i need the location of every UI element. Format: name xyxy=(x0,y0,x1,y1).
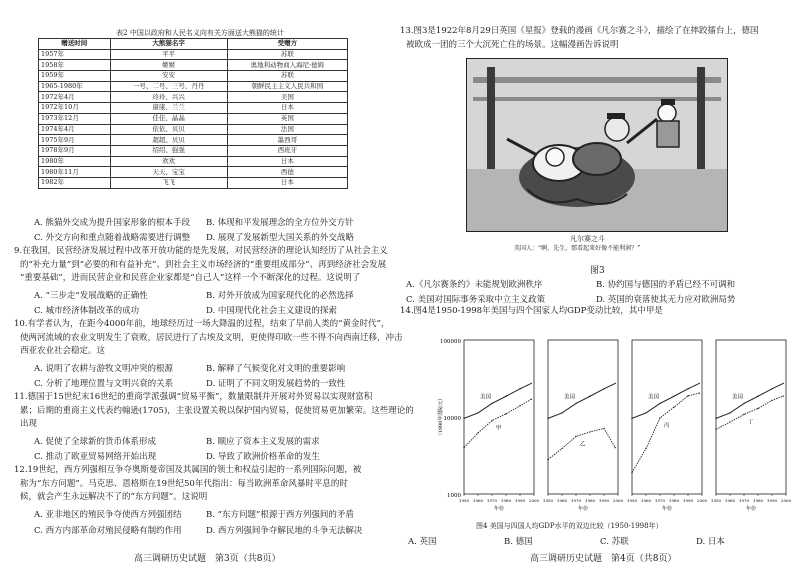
q14-option-a[interactable]: A. 英国 xyxy=(408,537,437,547)
question-line: 称为“东方问题”。马克思、恩格斯在19世纪50年代指出：每当欧洲革命风暴时平息的时 xyxy=(20,478,348,489)
data-point xyxy=(687,388,688,389)
data-point xyxy=(645,412,646,413)
data-point xyxy=(505,413,506,414)
left-page xyxy=(14,0,414,586)
table-cell: 1974年4月 xyxy=(39,124,111,135)
table-cell: 天天、宝宝 xyxy=(110,167,227,178)
table-cell: 1958年 xyxy=(39,60,111,71)
q11-option-d[interactable]: D. 导致了欧洲价格革命的发生 xyxy=(206,452,320,462)
panel-frame xyxy=(464,340,534,494)
table-cell: 英国 xyxy=(227,113,347,124)
question-line: 累；后期的重商主义代表约翰逊(1705)，主张设置关税以保护国内贸易，促使贸易更加繁荣。这些理论的 xyxy=(20,405,414,416)
series-line xyxy=(716,383,783,418)
table-cell: 1980年11月 xyxy=(39,167,111,178)
right-page xyxy=(400,0,792,586)
y-tick-label: 100000 xyxy=(440,339,461,345)
data-point xyxy=(729,421,730,422)
table-cell: 绍绍、强强 xyxy=(110,145,227,156)
table-cell: 1972年10月 xyxy=(39,103,111,114)
x-tick-label: 1970 xyxy=(570,498,582,503)
question-line: 12.19世纪，西方列强相互争夺奥斯曼帝国及其属国的领土和权益引起的一系列国际问题，被 xyxy=(14,465,362,475)
data-point xyxy=(519,388,520,389)
data-point xyxy=(575,403,576,404)
x-tick-label: 1990 xyxy=(514,498,526,503)
q10-option-d[interactable]: D. 证明了不同文明发展趋势的一致性 xyxy=(206,379,346,389)
table-row xyxy=(39,49,348,60)
x-tick-label: 1950 xyxy=(458,498,470,503)
q14-option-b[interactable]: B. 德国 xyxy=(504,537,533,547)
x-tick-label: 1990 xyxy=(682,498,694,503)
x-tick-label: 1970 xyxy=(486,498,498,503)
table-cell: 姬姬 xyxy=(110,60,227,71)
data-point xyxy=(687,395,688,396)
series-label: 美国 xyxy=(480,394,492,401)
table-cell: 1957年 xyxy=(39,49,111,60)
table-row xyxy=(39,113,348,124)
q8-option-b[interactable]: B. 体现和平发展理念的全方位外交方针 xyxy=(206,218,354,228)
data-point xyxy=(531,383,532,384)
question-line: 10.有学者认为，在距今4000年前，地球经历过一场大降温的过程，结束了早前人类的“黄金时代”， xyxy=(14,319,390,329)
x-tick-label: 2000 xyxy=(780,498,792,503)
data-point xyxy=(491,420,492,421)
question-11 xyxy=(14,391,414,432)
data-point xyxy=(463,447,464,448)
table-cell: 美国 xyxy=(227,92,347,103)
x-tick-label: 1960 xyxy=(640,498,652,503)
table-row xyxy=(39,71,348,82)
x-tick-label: 1990 xyxy=(766,498,778,503)
question-10 xyxy=(14,318,403,359)
question-line: 候，就会产生永远解决不了的“东方问题”。这说明 xyxy=(20,492,208,502)
q10-option-b[interactable]: B. 解释了气候变化对文明的重要影响 xyxy=(206,364,346,374)
panda-table xyxy=(38,38,348,189)
q9-option-a[interactable]: A. “三步走”发展战略的正确性 xyxy=(34,291,148,301)
table-cell: 日本 xyxy=(227,103,347,114)
q12-option-c[interactable]: C. 西方内部革命对殖民侵略有制约作用 xyxy=(34,526,182,536)
data-point xyxy=(659,403,660,404)
data-point xyxy=(561,448,562,449)
question-13 xyxy=(400,25,786,52)
x-tick-label: 1970 xyxy=(654,498,666,503)
series-line xyxy=(548,383,615,418)
data-point xyxy=(589,431,590,432)
x-tick-label: 1960 xyxy=(472,498,484,503)
table-row xyxy=(39,92,348,103)
data-point xyxy=(659,417,660,418)
table-cell: 玲玲、兴兴 xyxy=(110,92,227,103)
table-cell: 苏联 xyxy=(227,71,347,82)
q9-option-b[interactable]: B. 对外开放成为国家现代化的必然选择 xyxy=(206,291,354,301)
data-point xyxy=(547,418,548,419)
question-line: 的“补充力量”到“必要的和有益补充”、到社会主义市场经济的“重要组成部分”、再到经济社会发展 xyxy=(20,259,387,270)
q9-option-c[interactable]: C. 城市经济体制改革的成功 xyxy=(34,306,140,316)
data-point xyxy=(519,405,520,406)
page-footer: 高三调研历史试题 第3页（共8页） xyxy=(134,554,281,564)
q13-option-c[interactable]: C. 美国对国际事务采取中立主义政策 xyxy=(406,295,546,305)
x-tick-label: 1950 xyxy=(626,498,638,503)
q12-option-d[interactable]: D. 西方列强间争夺解民地的斗争无法解决 xyxy=(206,526,363,536)
table-header: 大熊猫名字 xyxy=(110,39,227,50)
data-point xyxy=(477,432,478,433)
table-cell: 1972年4月 xyxy=(39,92,111,103)
question-line: 使两河流域的农业文明发生了衰败，居民进行了古埃及文明，更使得印欧一些不得不向西南迁移，冲击 xyxy=(20,332,403,343)
table-cell: 1982年 xyxy=(39,177,111,188)
y-tick-label: 1000 xyxy=(447,493,461,499)
table-cell: 安安 xyxy=(110,71,227,82)
table-cell: 佳佳、晶晶 xyxy=(110,113,227,124)
data-point xyxy=(699,383,700,384)
series-line xyxy=(632,393,699,472)
y-axis-label: （1990年国际元） xyxy=(438,395,444,439)
data-point xyxy=(477,412,478,413)
x-axis-label: 年份 xyxy=(745,506,757,512)
data-point xyxy=(783,383,784,384)
table-cell: 1975年9月 xyxy=(39,135,111,146)
x-tick-label: 1980 xyxy=(500,498,512,503)
q8-option-d[interactable]: D. 展现了发展新型大国关系的外交战略 xyxy=(206,233,354,243)
table-cell: 日本 xyxy=(227,177,347,188)
table-cell: 飞飞 xyxy=(110,177,227,188)
question-line: 出现 xyxy=(20,419,38,429)
x-tick-label: 1950 xyxy=(542,498,554,503)
wrestling-cartoon-illustration xyxy=(467,59,727,231)
question-line: 14.图4是1950-1998年美国与四个国家人均GDP变动比较，其中甲是 xyxy=(400,306,663,316)
x-tick-label: 1960 xyxy=(724,498,736,503)
table-row xyxy=(39,81,348,92)
series-label: 丙 xyxy=(664,423,670,430)
series-label: 美国 xyxy=(564,394,576,401)
q14-option-d[interactable]: D. 日本 xyxy=(696,537,725,547)
table-cell: 超超、贝贝 xyxy=(110,135,227,146)
q10-option-c[interactable]: C. 分析了地理位置与文明兴衰的关系 xyxy=(34,379,174,389)
question-12 xyxy=(14,464,386,505)
table-cell: 平平 xyxy=(110,49,227,60)
q11-option-c[interactable]: C. 推动了欧亚贸易网络开始出现 xyxy=(34,452,157,462)
data-point xyxy=(463,418,464,419)
table-cell: 朝鲜民主主义人民共和国 xyxy=(227,81,347,92)
table-cell: 依依、贝贝 xyxy=(110,124,227,135)
q11-option-b[interactable]: B. 顺应了资本主义发展的需求 xyxy=(206,437,320,447)
x-tick-label: 2000 xyxy=(612,498,624,503)
question-line: “重要基础”，进而民营企业和民营企业家都是“自己人”这样一个不断深化的过程。这说明了 xyxy=(20,273,361,283)
panel-frame xyxy=(716,340,786,494)
table-title: 表2 中国以政府和人民名义向有关方面送大熊猫的统计 xyxy=(116,29,284,37)
data-point xyxy=(631,418,632,419)
question-line: 13.图3是1922年8月29日英国《星报》登载的漫画《凡尔赛之斗》，描绘了在摔跤擂台上，德国 xyxy=(400,26,759,36)
panel-frame xyxy=(548,340,618,494)
x-axis-label: 年份 xyxy=(493,506,505,512)
x-tick-label: 1950 xyxy=(710,498,722,503)
table-cell: 1973年12月 xyxy=(39,113,111,124)
table-cell: 苏联 xyxy=(227,49,347,60)
table-cell: 西班牙 xyxy=(227,145,347,156)
series-label: 美国 xyxy=(732,394,744,401)
x-tick-label: 1990 xyxy=(598,498,610,503)
question-line: 11.德国于15世纪末16世纪的重商学派强调“贸易平衡”，数量限制并开展对外贸易以实现财富积 xyxy=(14,392,373,402)
x-axis-label: 年份 xyxy=(661,506,673,512)
panel-frame xyxy=(632,340,702,494)
table-cell: 1965-1980年 xyxy=(39,81,111,92)
x-axis-label: 年份 xyxy=(577,506,589,512)
table-row xyxy=(39,145,348,156)
data-point xyxy=(771,388,772,389)
data-point xyxy=(783,395,784,396)
data-point xyxy=(615,447,616,448)
series-label: 甲 xyxy=(496,425,502,432)
page-footer: 高三调研历史试题 第4页（共8页） xyxy=(530,554,677,564)
cartoon-caption: 凡尔赛之斗 xyxy=(570,235,605,243)
x-tick-label: 2000 xyxy=(696,498,708,503)
x-tick-label: 1960 xyxy=(556,498,568,503)
table-cell: 1959年 xyxy=(39,71,111,82)
data-point xyxy=(603,428,604,429)
data-point xyxy=(699,392,700,393)
table-header-row xyxy=(39,39,348,50)
data-point xyxy=(615,383,616,384)
data-point xyxy=(645,448,646,449)
q11-option-a[interactable]: A. 促使了全球新的货币体系形成 xyxy=(34,437,157,447)
question-9 xyxy=(14,245,386,286)
table-row xyxy=(39,103,348,114)
table-row xyxy=(39,60,348,71)
table-cell: 日本 xyxy=(227,156,347,167)
table-row xyxy=(39,177,348,188)
table-header: 受赠方 xyxy=(227,39,347,50)
table-cell: 奥地利动物商人海尼·德姆 xyxy=(227,60,347,71)
table-cell: 1980年 xyxy=(39,156,111,167)
series-line xyxy=(464,383,531,418)
data-point xyxy=(603,388,604,389)
data-point xyxy=(715,429,716,430)
x-tick-label: 2000 xyxy=(528,498,540,503)
question-line: 西亚农业社会稳定。这 xyxy=(20,346,106,356)
data-point xyxy=(631,472,632,473)
series-label: 丁 xyxy=(748,419,754,426)
table-row xyxy=(39,156,348,167)
data-point xyxy=(505,396,506,397)
q9-option-d[interactable]: D. 中国现代化社会主义建设的探索 xyxy=(206,306,337,316)
data-point xyxy=(673,396,674,397)
table-header: 赠送时间 xyxy=(39,39,111,50)
table-cell: 欢欢 xyxy=(110,156,227,167)
table-cell: 康康、兰兰 xyxy=(110,103,227,114)
data-point xyxy=(673,407,674,408)
data-point xyxy=(757,396,758,397)
series-line xyxy=(632,383,699,418)
data-point xyxy=(743,414,744,415)
data-point xyxy=(771,400,772,401)
table-row xyxy=(39,124,348,135)
series-line xyxy=(464,399,531,447)
data-point xyxy=(575,436,576,437)
data-point xyxy=(531,399,532,400)
x-tick-label: 1980 xyxy=(584,498,596,503)
data-point xyxy=(729,412,730,413)
q10-option-a[interactable]: A. 说明了农耕与游牧文明冲突的根源 xyxy=(34,364,174,374)
fig3-label: 图3 xyxy=(590,266,605,276)
q13-option-a[interactable]: A.《凡尔赛条约》未能规划欧洲秩序 xyxy=(406,280,543,290)
x-tick-label: 1980 xyxy=(752,498,764,503)
series-label: 乙 xyxy=(580,441,586,448)
series-label: 美国 xyxy=(648,394,660,401)
q8-option-c[interactable]: C. 外交方向和重点随着战略需要进行调整 xyxy=(34,233,191,243)
data-point xyxy=(491,403,492,404)
question-line: 9.在我国，民营经济发展过程中改革开放功能的是先发展，对民营经济的理论认知经历了从社会主义 xyxy=(14,246,388,256)
q12-option-a[interactable]: A. 亚非地区的殖民争夺使西方列强团结 xyxy=(34,510,182,520)
table-row xyxy=(39,167,348,178)
q13-option-b[interactable]: B. 协约国与德国的矛盾已经不可调和 xyxy=(596,280,736,290)
data-point xyxy=(561,412,562,413)
data-point xyxy=(757,408,758,409)
q14-option-c[interactable]: C. 苏联 xyxy=(600,537,629,547)
table-cell: 1978年9月 xyxy=(39,145,111,156)
table-cell: 法国 xyxy=(227,124,347,135)
data-point xyxy=(715,418,716,419)
q12-option-b[interactable]: B. “东方问题”根源于西方列强间的矛盾 xyxy=(206,510,354,520)
data-point xyxy=(589,396,590,397)
cartoon-subcaption: 英国人：“啊，先生，那看起来好像不能利润？” xyxy=(514,245,641,252)
cartoon-image xyxy=(466,58,728,232)
data-point xyxy=(743,403,744,404)
table-row xyxy=(39,135,348,146)
question-14 xyxy=(400,305,786,319)
gdp-comparison-chart xyxy=(436,334,792,524)
q8-option-a[interactable]: A. 熊猫外交成为提升国家形象的根本手段 xyxy=(34,218,191,228)
q13-option-d[interactable]: D. 英国的衰落使其无力应对欧洲局势 xyxy=(596,295,736,305)
table-cell: 墨西哥 xyxy=(227,135,347,146)
x-tick-label: 1980 xyxy=(668,498,680,503)
table-cell: 一号、二号、三号、丹丹 xyxy=(110,81,227,92)
x-tick-label: 1970 xyxy=(738,498,750,503)
table-cell: 西德 xyxy=(227,167,347,178)
y-tick-label: 10000 xyxy=(443,416,461,422)
data-point xyxy=(547,459,548,460)
question-line: 被欧成一团的三个大沉死亡住的场景。这幅漫画告诉说明 xyxy=(406,39,619,50)
fig4-caption: 图4 美国与四国人均GDP水平的双边比较（1950-1998年） xyxy=(476,522,663,530)
